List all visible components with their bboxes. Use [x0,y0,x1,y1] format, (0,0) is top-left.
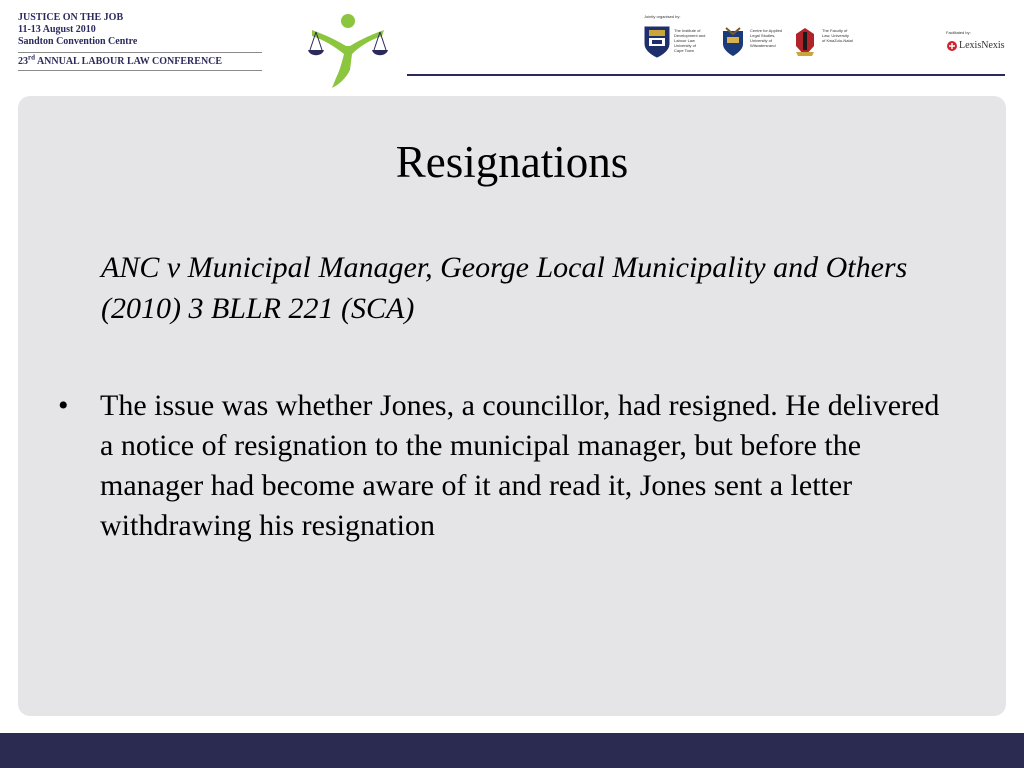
conference-divider-bottom [18,70,262,71]
scales-of-justice-logo [306,12,390,88]
conference-name: JUSTICE ON THE JOB [18,12,124,23]
ukzn-crest-icon [792,26,818,58]
uct-crest-icon [644,26,670,58]
lexisnexis-name: LexisNexis [959,40,1005,51]
organiser-ukzn-text: The Faculty of Law, University of KwaZulu-Natal [822,28,853,43]
organiser-uct-text: The Institute of Development and Labour Law University of Cape Town [674,28,706,53]
conference-edition: 23rd ANNUAL LABOUR LAW CONFERENCE [18,53,223,67]
organiser-wits [720,26,790,60]
organiser-ukzn [792,26,864,60]
header-rule [407,74,1005,76]
wits-crest-icon [720,26,746,58]
conference-dates: 11-13 August 2010 [18,24,96,35]
organiser-wits-text: Centre for Applied Legal Studies, University of Witwatersrand [750,28,783,48]
bullet-text: The issue was whether Jones, a councillor, had resigned. He delivered a notice of resignation to the municipal manager, but before the manager had become aware of it and read it, Jones sent a letter withdrawing his resignation [100,389,940,542]
footer-band [0,733,1024,768]
slide-header [0,0,1024,92]
bullet-marker: • [58,389,69,422]
case-citation: ANC v Municipal Manager, George Local Municipality and Others (2010) 3 BLLR 221 (SCA) [101,251,908,325]
conference-divider [18,52,262,53]
lexisnexis-emblem-icon [946,40,958,52]
conference-venue: Sandton Convention Centre [18,36,138,47]
organiser-uct [644,26,716,60]
conference-info [18,12,263,71]
organisers-label: Jointly organised by: [644,14,681,19]
facilitator-label: Facilitated by: [946,30,971,35]
slide-title: Resignations [395,137,629,187]
